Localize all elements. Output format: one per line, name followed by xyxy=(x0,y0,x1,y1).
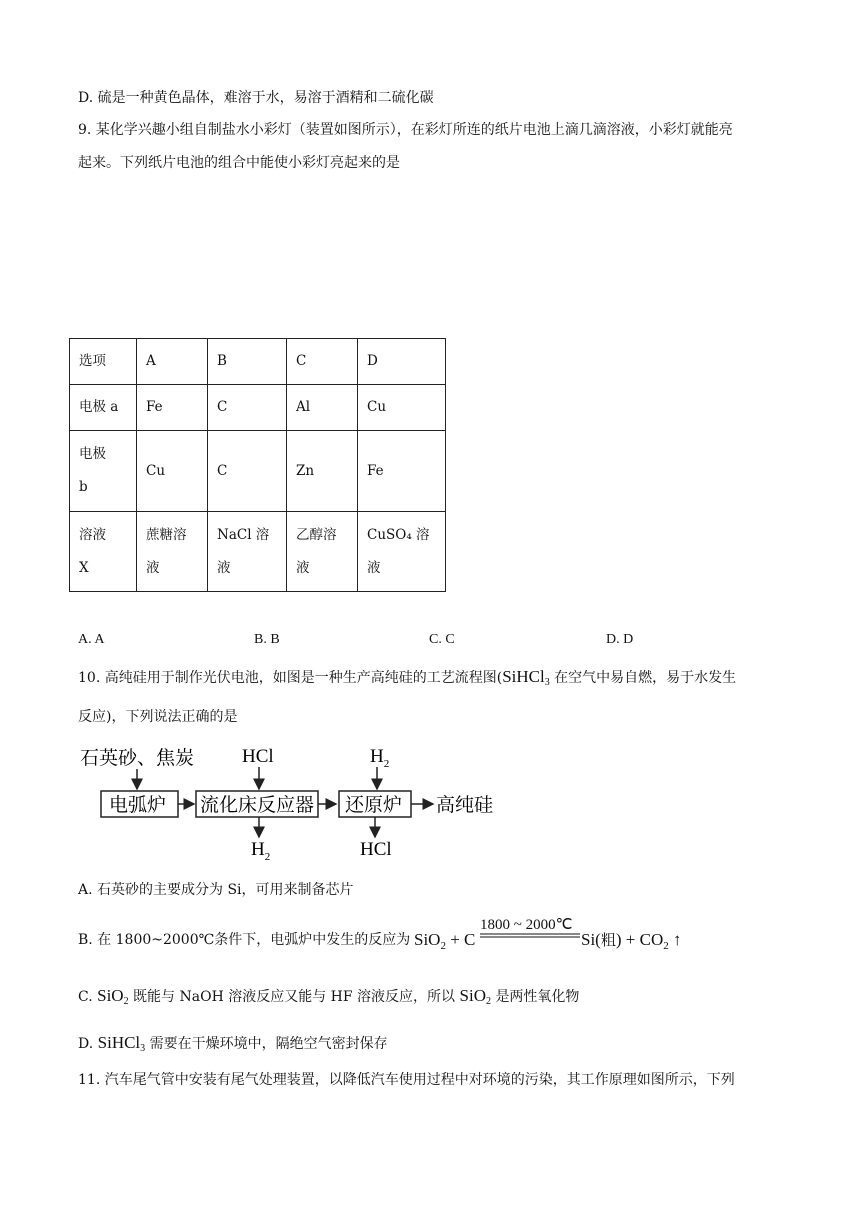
flow-text: H xyxy=(251,839,265,860)
eq-sio2: SiO$_2$ + C xyxy=(414,930,476,952)
cell-line: 液 xyxy=(367,559,381,576)
flow-sub: 2 xyxy=(383,758,390,770)
q10-stem-line1 xyxy=(78,667,736,693)
table-cell: Cu xyxy=(358,385,446,431)
table-cell: Al xyxy=(287,385,358,431)
answer-choice-c[interactable]: C. C xyxy=(429,632,455,647)
option-text: 是两性氧化物 xyxy=(495,989,580,1005)
option-prefix: D. xyxy=(78,1036,94,1052)
option-text: 既能与 NaOH 溶液反应又能与 HF 溶液反应，所以 xyxy=(133,989,456,1005)
q10-option-b: B. 在 1800~2000℃条件下，电弧炉中发生的反应为 xyxy=(78,932,411,948)
box-label: 电弧炉 xyxy=(109,794,167,816)
table-cell: C xyxy=(208,431,287,512)
table-cell xyxy=(287,512,358,592)
table-cell: D xyxy=(358,339,446,385)
formula-sio2: SiO$_2$ xyxy=(97,986,129,1007)
table-cell xyxy=(70,431,137,512)
table-cell xyxy=(137,512,208,592)
cell-line: CuSO₄ 溶 xyxy=(367,526,430,543)
formula-sihcl3 xyxy=(502,667,550,686)
cell-line: NaCl 溶 xyxy=(217,526,270,543)
flow-input-h2 xyxy=(370,746,389,770)
table-row xyxy=(70,339,446,385)
table-cell xyxy=(358,512,446,592)
cell-line: b xyxy=(79,479,88,495)
q9-stem-line2: 起来。下列纸片电池的组合中能使小彩灯亮起来的是 xyxy=(78,155,400,171)
flow-text: H xyxy=(370,746,384,767)
table-cell: Fe xyxy=(358,431,446,512)
table-cell xyxy=(70,512,137,592)
eq-condition: 1800 ~ 2000℃ xyxy=(480,917,573,933)
q10-option-d xyxy=(78,1033,388,1059)
cell-line: 乙醇溶 xyxy=(296,526,337,543)
reaction-equation xyxy=(414,912,704,956)
formula-text: SiHCl xyxy=(502,667,545,686)
cell-line: 液 xyxy=(217,559,231,576)
table-cell: Fe xyxy=(137,385,208,431)
flow-product-high-purity-si: 高纯硅 xyxy=(436,794,494,816)
table-cell: A xyxy=(137,339,208,385)
answer-choice-d[interactable]: D. D xyxy=(606,632,634,647)
cell-line: X xyxy=(79,559,89,576)
flow-sub: 2 xyxy=(264,851,271,863)
table-cell: C xyxy=(208,385,287,431)
cell-line: 液 xyxy=(296,559,310,576)
formula-sio2: SiO$_2$ xyxy=(459,986,491,1007)
flow-input-quartz-coke: 石英砂、焦炭 xyxy=(80,747,195,769)
q9-stem-line1: 9. 某化学兴趣小组自制盐水小彩灯（装置如图所示），在彩灯所连的纸片电池上滴几滴溶液，小彩灯就能亮 xyxy=(78,122,733,138)
q10-option-c xyxy=(78,986,579,1012)
eq-products: Si(粗) + $CO_2$ ↑ xyxy=(581,930,682,952)
formula-sub: 3 xyxy=(544,677,550,688)
q9-options-table xyxy=(69,338,446,592)
table-cell: C xyxy=(287,339,358,385)
q10-option-a: A. 石英砂的主要成分为 Si，可用来制备芯片 xyxy=(78,882,354,898)
q8-option-d: D. 硫是一种黄色晶体，难溶于水，易溶于酒精和二硫化碳 xyxy=(78,90,434,106)
table-cell: Cu xyxy=(137,431,208,512)
q10-stem-pre: 10. 高纯硅用于制作光伏电池，如图是一种生产高纯硅的工艺流程图( xyxy=(78,670,503,686)
flow-input-hcl: HCl xyxy=(242,746,274,767)
box-label: 流化床反应器 xyxy=(200,794,315,816)
cell-line: 液 xyxy=(146,559,160,576)
table-row xyxy=(70,512,446,592)
cell-line: 电极 xyxy=(79,446,106,462)
answer-choice-a[interactable]: A. A xyxy=(78,632,105,647)
cell-line: 蔗糖溶 xyxy=(146,526,187,543)
q10-stem-post: 在空气中易自燃，易于水发生 xyxy=(549,670,737,686)
q11-stem-line1: 11. 汽车尾气管中安装有尾气处理装置，以降低汽车使用过程中对环境的污染，其工作原理如图所示，下列 xyxy=(78,1072,735,1088)
process-flow-diagram xyxy=(80,740,520,865)
answer-choice-b[interactable]: B. B xyxy=(254,632,280,647)
table-cell: 选项 xyxy=(70,339,137,385)
table-row xyxy=(70,385,446,431)
box-label: 还原炉 xyxy=(345,794,403,816)
table-cell xyxy=(208,512,287,592)
option-text: 需要在干燥环境中，隔绝空气密封保存 xyxy=(149,1036,388,1052)
flow-output-h2 xyxy=(251,839,270,863)
flow-output-hcl: HCl xyxy=(360,839,392,860)
formula-sihcl3: SiHCl$_3$ xyxy=(97,1033,146,1054)
q10-stem-line2: 反应)，下列说法正确的是 xyxy=(78,709,238,725)
table-cell: B xyxy=(208,339,287,385)
cell-line: 溶液 xyxy=(79,526,106,543)
option-prefix: C. xyxy=(78,989,93,1005)
table-cell: 电极 a xyxy=(70,385,137,431)
table-cell: Zn xyxy=(287,431,358,512)
table-row xyxy=(70,431,446,512)
